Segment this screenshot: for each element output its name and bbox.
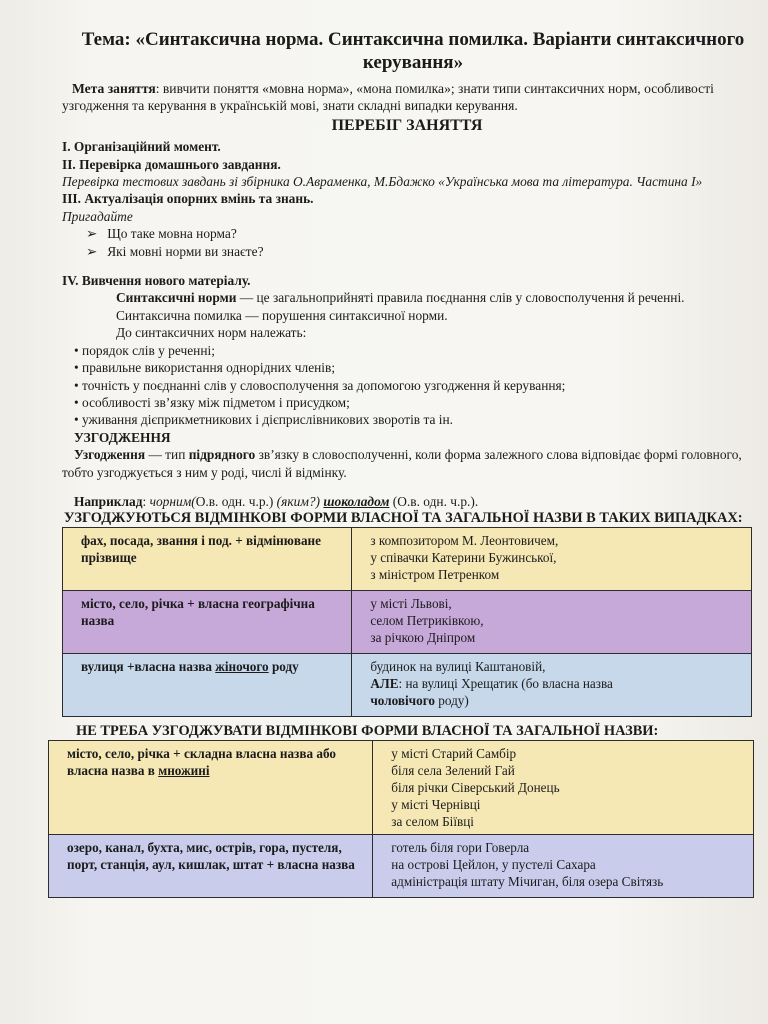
step-4: IV. Вивчення нового матеріалу. [62,273,251,289]
lesson-goal [62,80,752,115]
arrow-icon: ➢ [86,226,98,242]
uzgodzhennia-heading: УЗГОДЖЕННЯ [74,429,171,445]
page-title: Тема: «Синтаксична норма. Синтаксична помилка. Варіанти синтаксичного керування» [81,29,745,73]
recall-label: Пригадайте [62,208,133,224]
example-line: Наприклад: чорним(О.в. одн. ч.р.) (яким?) шоколадом (О.в. одн. ч.р.). [74,493,479,509]
goal-label: Мета заняття [72,81,156,96]
non-agreement-table [48,740,754,898]
definition-syntax-error: Синтаксична помилка — порушення синтаксичної норми. [116,307,448,323]
question-list [62,225,752,260]
document-content [62,28,752,898]
step-3: ІІІ. Актуалізація опорних вмінь та знань. [62,191,314,207]
list-item: ➢ Що таке мовна норма? [86,226,237,242]
table-row: місто, село, річка + складна власна назва або власна назва в множині у місті Старий Самбір біля села Зелений Гай біля річки Сіверський Донець у місті Чернівці за селом Біївці [49,741,754,835]
definition-syntax-norm: Синтаксичні норми — це загальноприйняті правила поєднання слів у словосполучення й реченні. [116,290,685,306]
norms-list [62,342,752,429]
agreement-table [62,527,752,717]
uzgodzhennia-definition: Узгодження — тип підрядного зв’язку в словосполученні, коли форма залежного слова відповідає формі головного, тобто узгоджується з ним у роді, числі й відмінку. [62,447,742,480]
list-item: • уживання дієприкметникових і дієприслівникових зворотів та ін. [74,412,454,428]
list-item: • порядок слів у реченні; [74,342,215,358]
step-2: ІІ. Перевірка домашнього завдання. [62,156,281,172]
arrow-icon: ➢ [86,243,98,259]
table2-heading: НЕ ТРЕБА УЗГОДЖУВАТИ ВІДМІНКОВІ ФОРМИ ВЛАСНОЇ ТА ЗАГАЛЬНОЇ НАЗВИ: [76,723,659,740]
list-item: • особливості зв’язку між підметом і присудком; [74,394,350,410]
table-row: озеро, канал, бухта, мис, острів, гора, пустеля, порт, станція, аул, кишлак, штат + власна назва готель біля гори Говерла на острові Цейлон, у пустелі Сахара адміністрація штату Мічиган, біля озера Світязь [49,835,754,898]
list-item: ➢ Які мовні норми ви знаєте? [86,243,264,259]
table1-heading: УЗГОДЖУЮТЬСЯ ВІДМІНКОВІ ФОРМИ ВЛАСНОЇ ТА ЗАГАЛЬНОЇ НАЗВИ В ТАКИХ ВИПАДКАХ: [64,510,743,527]
table-row: вулиця +власна назва жіночого роду будинок на вулиці Каштановій, АЛЕ: на вулиці Хрещатик (бо власна назва чоловічого роду) [63,654,752,717]
step-1: І. Організаційний момент. [62,139,221,155]
table-row: фах, посада, звання і под. + відмінюване прізвище з композитором М. Леонтовичем, у співачки Катерини Бужинської, з міністром Петренком [63,528,752,591]
table-row: місто, село, річка + власна географічна назва у місті Львові, селом Петриківкою, за річкою Дніпром [63,591,752,654]
goal-text: : вивчити поняття «мовна норма», «мона помилка»; знати типи синтаксичних норм, особливості узгодження та керування в українській мові, знати складні випадки керування. [62,81,714,114]
section-heading-perebig: ПЕРЕБІГ ЗАНЯТТЯ [331,116,483,134]
norms-intro: До синтаксичних норм належать: [116,325,307,341]
list-item: • точність у поєднанні слів у словосполучення за допомогою узгодження й керування; [74,377,566,393]
step-2-note: Перевірка тестових завдань зі збірника О.Авраменка, М.Бдажко «Українська мова та література. Частина І» [62,174,703,190]
list-item: • правильне використання однорідних членів; [74,360,336,376]
